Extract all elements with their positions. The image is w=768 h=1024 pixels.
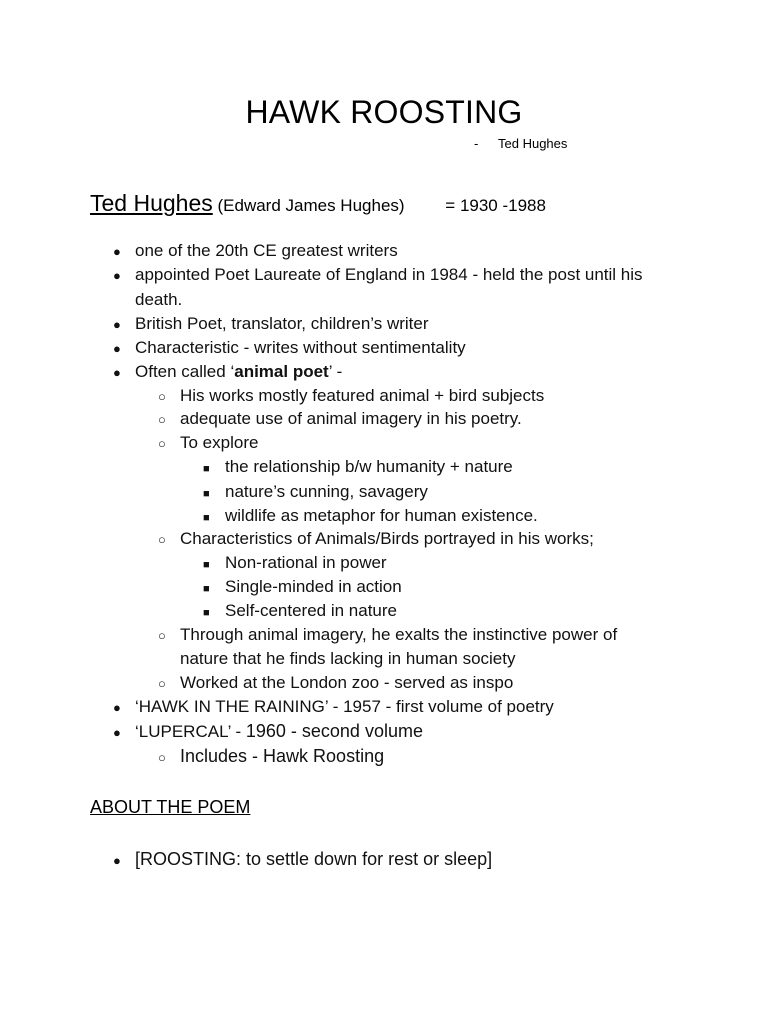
list-item: ● British Poet, translator, children’s writer — [113, 314, 429, 333]
list-item: ■ the relationship b/w humanity + nature — [203, 457, 513, 479]
list-item: ● ‘HAWK IN THE RAINING’ - 1957 - first volume of poetry — [113, 697, 554, 716]
list-item: ○ Characteristics of Animals/Birds portrayed in his works; — [158, 529, 594, 548]
circle-bullet-icon: ○ — [158, 389, 166, 404]
list-item-continuation: death. — [135, 290, 183, 309]
byline-dash: - — [474, 136, 479, 151]
list-item: ● ‘LUPERCAL’ - 1960 - second volume — [113, 721, 423, 741]
circle-bullet-icon: ○ — [158, 436, 166, 451]
square-bullet-icon: ■ — [203, 559, 210, 571]
list-item: ○ adequate use of animal imagery in his poetry. — [158, 409, 522, 428]
bullet-icon: ● — [113, 725, 121, 740]
square-bullet-icon: ■ — [203, 583, 210, 595]
circle-bullet-icon: ○ — [158, 412, 166, 427]
circle-bullet-icon: ○ — [158, 750, 166, 765]
page-title: HAWK ROOSTING — [245, 94, 523, 130]
list-item: ○ Through animal imagery, he exalts the instinctive power of — [158, 625, 618, 644]
byline-author: Ted Hughes — [498, 136, 568, 151]
byline — [474, 136, 567, 151]
list-item: ■ wildlife as metaphor for human existence. — [203, 506, 538, 528]
list-item: ○ Worked at the London zoo - served as inspo — [158, 673, 514, 692]
circle-bullet-icon: ○ — [158, 532, 166, 547]
author-heading — [90, 190, 546, 217]
list-item: ■ nature’s cunning, savagery — [203, 482, 428, 504]
square-bullet-icon: ■ — [203, 488, 210, 500]
list-item-continuation: nature that he finds lacking in human society — [180, 649, 516, 668]
square-bullet-icon: ■ — [203, 512, 210, 524]
emphasis-text: animal poet — [234, 362, 329, 381]
list-item: ● Often called ‘animal poet’ - — [113, 362, 343, 381]
list-item: ■ Single-minded in action — [203, 577, 402, 599]
list-item: ■ Non-rational in power — [203, 553, 387, 575]
list-item: ■ Self-centered in nature — [203, 601, 397, 623]
list-item: ○ Includes - Hawk Roosting — [158, 746, 385, 766]
bullet-icon: ● — [113, 268, 121, 283]
list-item: ● appointed Poet Laureate of England in 1984 - held the post until his — [113, 265, 643, 284]
bullet-icon: ● — [113, 244, 121, 259]
list-item: ○ His works mostly featured animal + bird subjects — [158, 386, 545, 405]
bullet-icon: ● — [113, 365, 121, 380]
list-item: ● Characteristic - writes without sentimentality — [113, 338, 466, 357]
list-item: ● [ROOSTING: to settle down for rest or sleep] — [113, 849, 493, 869]
list-item: ○ To explore — [158, 433, 259, 452]
list-item: ● one of the 20th CE greatest writers — [113, 241, 398, 260]
author-name: Ted Hughes — [90, 190, 213, 216]
bullet-icon: ● — [113, 341, 121, 356]
circle-bullet-icon: ○ — [158, 676, 166, 691]
square-bullet-icon: ■ — [203, 463, 210, 475]
circle-bullet-icon: ○ — [158, 628, 166, 643]
author-full-name: (Edward James Hughes) — [217, 196, 405, 215]
author-years: = 1930 -1988 — [445, 196, 546, 215]
bullet-icon: ● — [113, 317, 121, 332]
bullet-icon: ● — [113, 853, 121, 868]
square-bullet-icon: ■ — [203, 607, 210, 619]
bullet-icon: ● — [113, 700, 121, 715]
section-heading: ABOUT THE POEM — [90, 797, 251, 817]
